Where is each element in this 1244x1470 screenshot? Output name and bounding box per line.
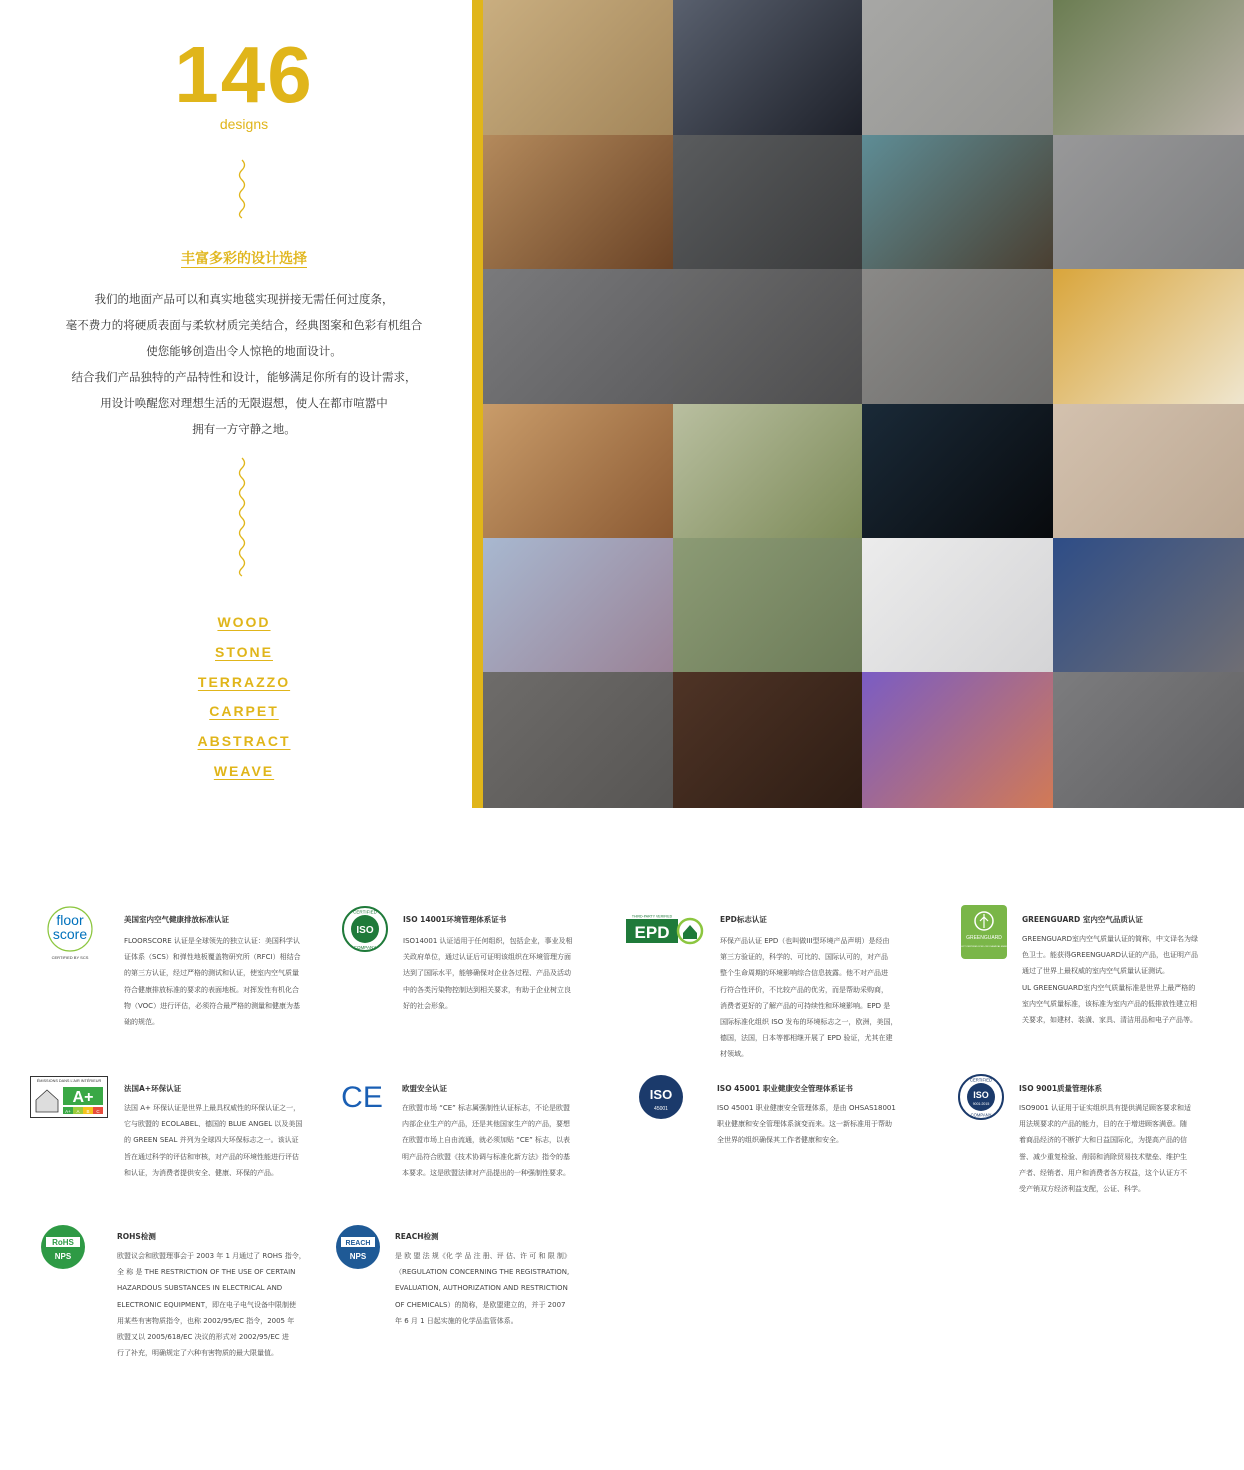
cert-line: 职业健康和安全管理体系演变而来。这一新标准用于帮助 <box>717 1120 892 1129</box>
svg-text:THIRD-PARTY VERIFIED: THIRD-PARTY VERIFIED <box>631 914 673 919</box>
svg-text:ÉMISSIONS DANS L'AIR INTÉRIEUR: ÉMISSIONS DANS L'AIR INTÉRIEUR <box>36 1079 102 1083</box>
svg-text:CE: CE <box>341 1081 383 1114</box>
cert-line: ISO 45001 职业健康安全管理体系，是由 OHSAS18001 <box>717 1104 896 1112</box>
svg-text:PRODUCT CERTIFIED FOR LOW CHEM: PRODUCT CERTIFIED FOR LOW CHEMICAL EMISSIONS <box>954 946 1014 948</box>
french-aplus-label-icon <box>30 1076 108 1118</box>
walnut-wood-swatch <box>673 672 862 808</box>
cert-line: 室内空气质量标准，该标准为室内产品的低排放性建立相 <box>1022 999 1197 1008</box>
category-carpet-link[interactable]: CARPET <box>209 703 279 720</box>
cert-line: 誉、减少重复检验、削弱和消除贸易技术壁垒、维护生 <box>1019 1152 1187 1161</box>
wave-divider-top <box>234 160 250 218</box>
svg-text:ISO: ISO <box>649 1087 673 1102</box>
cert-line: 着商品经济的不断扩大和日益国际化，为提高产品的信 <box>1019 1136 1187 1145</box>
category-abstract-link[interactable]: ABSTRACT <box>197 733 291 750</box>
paragraph-line: 使您能够创造出令人惊艳的地面设计。 <box>146 344 342 358</box>
cert-line: 旨在通过科学的评估和审核，对产品的环境性能进行评估 <box>124 1152 299 1161</box>
cert-description <box>717 1100 896 1149</box>
green-textile-swatch <box>673 538 862 672</box>
floorscore-logo-icon <box>40 905 100 965</box>
svg-text:score: score <box>52 926 88 942</box>
cert-iso45001 <box>638 1074 928 1164</box>
cert-title: EPD标志认证 <box>720 915 767 924</box>
cert-description <box>402 1100 570 1181</box>
cert-line: 用某些有害物质指令，也称 2002/95/EC 指令，2005 年 <box>117 1316 295 1325</box>
cert-line: 欧盟又以 2005/618/EC 决议的形式对 2002/95/EC 进 <box>117 1333 289 1342</box>
cert-line: 是 欧 盟 法 规《化 学 品 注 册、评 估、许 可 和 限 制》 <box>395 1252 571 1260</box>
cert-line: 整个生命周期的环境影响综合信息披露。他不对产品进 <box>720 969 888 978</box>
paragraph-line: 毫不费力的将硬质表面与柔软材质完美结合，经典图案和色彩有机组合 <box>65 318 423 332</box>
paragraph-line: 拥有一方守静之地。 <box>192 422 296 436</box>
svg-text:COMPANY: COMPANY <box>970 1112 992 1118</box>
cert-description <box>403 933 573 1014</box>
dark-marble-swatch <box>673 0 862 135</box>
svg-text:RoHS: RoHS <box>52 1238 74 1247</box>
cert-line: 欧盟议会和欧盟理事会于 2003 年 1 月通过了 ROHS 指令， <box>117 1252 306 1260</box>
category-terrazzo-link[interactable]: TERRAZZO <box>197 673 291 690</box>
herringbone-wood-swatch <box>483 0 673 135</box>
cert-line: 关政府单位，通过认证后可证明该组织在环境管理方面 <box>403 953 571 962</box>
svg-text:CERTIFIED: CERTIFIED <box>969 1077 993 1083</box>
svg-text:GREENGUARD: GREENGUARD <box>966 935 1002 941</box>
cert-line: 受产销双方经济利益支配，公证、科学。 <box>1019 1185 1145 1194</box>
paragraph-line: 结合我们产品独特的产品特性和设计，能够满足你所有的设计需求， <box>71 370 417 384</box>
svg-text:A+: A+ <box>72 1089 94 1106</box>
cert-line: 国际标准化组织 ISO 发布的环境标志之一，欧洲，美国， <box>720 1018 898 1027</box>
cert-line: 通过了世界上最权威的室内空气质量认证测试。 <box>1022 967 1169 976</box>
category-links <box>0 608 488 787</box>
cert-line: 行符合性评价，不比较产品的优劣，而是帮助采购商， <box>720 985 888 994</box>
cert-reach <box>335 1224 605 1334</box>
carpet-grey-swatch <box>1053 672 1244 808</box>
cert-description <box>720 933 897 1063</box>
cert-line: 内部企业生产的产品，还是其他国家生产的产品，要想 <box>402 1120 570 1129</box>
reach-badge-icon <box>335 1224 381 1270</box>
blue-bark-swatch <box>862 135 1053 269</box>
cert-line: 明产品符合欧盟《技术协调与标准化新方法》指令的基 <box>402 1152 570 1161</box>
tree-rings-swatch <box>483 404 673 538</box>
grey-concrete-swatch <box>862 0 1053 135</box>
iso-45001-seal-icon <box>638 1074 684 1120</box>
cert-line: 的 GREEN SEAL 并列为全球四大环保标志之一。该认证 <box>124 1136 299 1145</box>
design-swatch-grid <box>483 0 1244 808</box>
svg-text:9001:2015: 9001:2015 <box>972 1102 990 1106</box>
cert-line: ISO14001 认证适用于任何组织，包括企业，事业及相 <box>403 937 573 945</box>
cert-title: 欧盟安全认证 <box>402 1084 447 1093</box>
category-stone-link[interactable]: STONE <box>215 643 273 660</box>
cert-title: REACH检测 <box>395 1232 439 1241</box>
svg-text:B: B <box>86 1109 90 1114</box>
cert-line: OF CHEMICALS）的简称，是欧盟建立的，并于 2007 <box>395 1300 566 1309</box>
cert-floorscore <box>40 905 330 1035</box>
epd-logo-icon <box>626 913 704 947</box>
svg-text:NPS: NPS <box>54 1252 72 1261</box>
category-wood-link[interactable]: WOOD <box>217 614 271 630</box>
cert-line: 年 6 月 1 日起实施的化学品监管体系。 <box>395 1316 518 1325</box>
cert-line: EVALUATION, AUTHORIZATION AND RESTRICTION <box>395 1284 568 1293</box>
cert-line: 础的规范。 <box>124 1018 159 1027</box>
cert-line: 它与欧盟的 ECOLABEL、德国的 BLUE ANGEL 以及美国 <box>124 1120 303 1129</box>
blue-stone-swatch <box>1053 538 1244 672</box>
cert-description <box>124 933 301 1030</box>
cert-line: 和认证，为消费者提供安全、健康、环保的产品。 <box>124 1168 278 1177</box>
cert-epd <box>626 905 926 1065</box>
cert-line: （REGULATION CONCERNING THE REGISTRATION, <box>395 1268 570 1277</box>
intro-panel <box>0 0 472 820</box>
cert-line: ELECTRONIC EQUIPMENT，即在电子电气设备中限制使 <box>117 1300 297 1309</box>
dark-abstract-swatch <box>862 404 1053 538</box>
cert-french-aplus <box>30 1076 330 1196</box>
folded-linen-swatch <box>483 538 673 672</box>
cert-line: 全世界的组织确保其工作者健康和安全。 <box>717 1136 843 1145</box>
svg-text:CERTIFIED: CERTIFIED <box>353 909 377 915</box>
cert-title: ISO 45001 职业健康安全管理体系证书 <box>717 1084 853 1093</box>
svg-text:A+: A+ <box>65 1109 71 1114</box>
cert-line: 德国，法国，日本等都相继开展了 EPD 验证，尤其在建 <box>720 1034 893 1043</box>
cert-title: GREENGUARD 室内空气品质认证 <box>1022 915 1143 924</box>
cert-line: 中的各类污染物控制达到相关要求，有助于企业树立良 <box>403 985 571 994</box>
cert-line: 在欧盟市场 “CE” 标志属强制性认证标志，不论是欧盟 <box>402 1104 571 1112</box>
cert-line: 在欧盟市场上自由流通，就必须加贴 “CE” 标志，以表 <box>402 1136 571 1145</box>
cert-line: GREENGUARD室内空气质量认证的简称，中文译名为绿 <box>1022 935 1198 943</box>
golden-agate-swatch <box>1053 269 1244 404</box>
cert-line: FLOORSCORE 认证是全球领先的独立认证：美国科学认 <box>124 937 300 945</box>
cert-line: 材领域。 <box>720 1050 748 1059</box>
cert-line: 用法规要求的产品的能力，目的在于增进顾客满意。随 <box>1019 1120 1187 1129</box>
sand-swatch <box>1053 404 1244 538</box>
intro-paragraph <box>40 286 448 442</box>
iso-14001-seal-icon <box>341 905 389 953</box>
svg-text:ISO: ISO <box>973 1090 989 1100</box>
cert-line: 关要求，如建材、装潢、家具、清洁用品和电子产品等。 <box>1022 1016 1197 1025</box>
paragraph-line: 用设计唤醒您对理想生活的无限遐想，使人在都市喧嚣中 <box>100 396 388 410</box>
svg-text:REACH: REACH <box>345 1240 371 1247</box>
cert-description <box>1022 931 1198 1028</box>
cert-line: 色卫士。能获得GREENGUARD认证的产品，也证明产品 <box>1022 951 1198 960</box>
iso-9001-seal-icon <box>958 1074 1004 1120</box>
terrazzo-swatch <box>483 269 673 404</box>
section-heading: 丰富多彩的设计选择 <box>181 251 307 267</box>
cert-line: 产者、经销者、用户和消费者各方权益，这个认证方不 <box>1019 1168 1187 1177</box>
cert-ce <box>340 1076 610 1186</box>
brushed-grey-swatch <box>862 269 1053 404</box>
cert-title: ROHS检测 <box>117 1232 156 1241</box>
rohs-badge-icon <box>40 1224 86 1270</box>
cert-rohs <box>40 1224 320 1374</box>
svg-text:C: C <box>96 1109 100 1114</box>
svg-text:CERTIFIED BY SCS: CERTIFIED BY SCS <box>51 955 89 960</box>
cert-line: 全 称 是 THE RESTRICTION OF THE USE OF CERTAIN <box>117 1268 296 1277</box>
cert-line: 证体系（SCS）和弹性地板覆盖物研究所（RFCI）相结合 <box>124 953 301 962</box>
svg-text:NPS: NPS <box>349 1252 367 1261</box>
ce-mark-icon <box>340 1078 384 1114</box>
svg-text:floor: floor <box>56 912 84 928</box>
cert-description <box>1019 1100 1191 1197</box>
cert-title: 美国室内空气健康排放标准认证 <box>124 915 229 924</box>
svg-text:EPD: EPD <box>634 923 670 942</box>
greenguard-logo-icon <box>954 905 1014 959</box>
cert-line: 符合健康排放标准的要求的表面地板。对挥发性有机化合 <box>124 985 299 994</box>
chevron-wood-swatch <box>483 135 673 269</box>
cert-line: 行了补充，明确规定了六种有害物质的最大限量值。 <box>117 1349 278 1358</box>
svg-text:COMPANY: COMPANY <box>353 945 377 950</box>
grey-fabric-swatch <box>673 269 862 404</box>
cert-line: 第三方验证的，科学的、可比的、国际认可的，对产品 <box>720 953 888 962</box>
wheat-field-swatch <box>673 404 862 538</box>
category-weave-link[interactable]: WEAVE <box>213 762 275 779</box>
cert-line: 好的社会形象。 <box>403 1001 452 1010</box>
cert-line: 达到了国际水平，能够确保对企业各过程、产品及活动 <box>403 969 571 978</box>
svg-text:ISO: ISO <box>356 925 374 936</box>
cert-title: ISO 14001环境管理体系证书 <box>403 915 507 924</box>
accent-bar <box>472 0 483 808</box>
cert-line: 的第三方认证，经过严格的测试和认证，使室内空气质量 <box>124 969 299 978</box>
cert-line: 本要求。这是欧盟法律对产品提出的一种强制性要求。 <box>402 1168 570 1177</box>
cert-title: 法国A+环保认证 <box>124 1084 182 1093</box>
cert-greenguard <box>954 905 1231 1035</box>
slate-grey-swatch <box>673 135 862 269</box>
cert-description <box>395 1248 571 1329</box>
design-count-label: designs <box>219 116 269 132</box>
light-grey-stone-swatch <box>1053 135 1244 269</box>
cert-line: 消费者更好的了解产品的可持续性和环境影响。EPD 是 <box>720 1001 891 1010</box>
design-count: 146 <box>174 30 314 119</box>
woven-grey-swatch <box>483 672 673 808</box>
cert-line: UL GREENGUARD室内空气质量标准是世界上最严格的 <box>1022 983 1196 992</box>
wave-divider-bottom <box>234 458 250 576</box>
svg-text:45001: 45001 <box>654 1106 668 1112</box>
moss-stone-swatch <box>1053 0 1244 135</box>
cert-description <box>117 1248 306 1361</box>
cert-line: 物（VOC）进行评估，必须符合最严格的测量和健康为基 <box>124 1001 301 1010</box>
cert-line: HAZARDOUS SUBSTANCES IN ELECTRICAL AND <box>117 1284 283 1293</box>
cert-iso14001 <box>341 905 611 1035</box>
canyon-purple-swatch <box>862 672 1053 808</box>
cert-line: 法国 A+ 环保认证是世界上最具权威性的环保认证之一， <box>124 1104 301 1112</box>
cert-title: ISO 9001质量管理体系 <box>1019 1084 1103 1093</box>
cert-line: 环保产品认证 EPD（也叫做III型环境产品声明）是经由 <box>720 937 890 945</box>
white-marble-swatch <box>862 538 1053 672</box>
paragraph-line: 我们的地面产品可以和真实地毯实现拼接无需任何过度条， <box>94 292 394 306</box>
cert-line: ISO9001 认证用于证实组织具有提供满足顾客要求和适 <box>1019 1104 1192 1112</box>
svg-text:A: A <box>76 1109 80 1114</box>
cert-description <box>124 1100 302 1181</box>
cert-iso9001 <box>958 1074 1228 1204</box>
